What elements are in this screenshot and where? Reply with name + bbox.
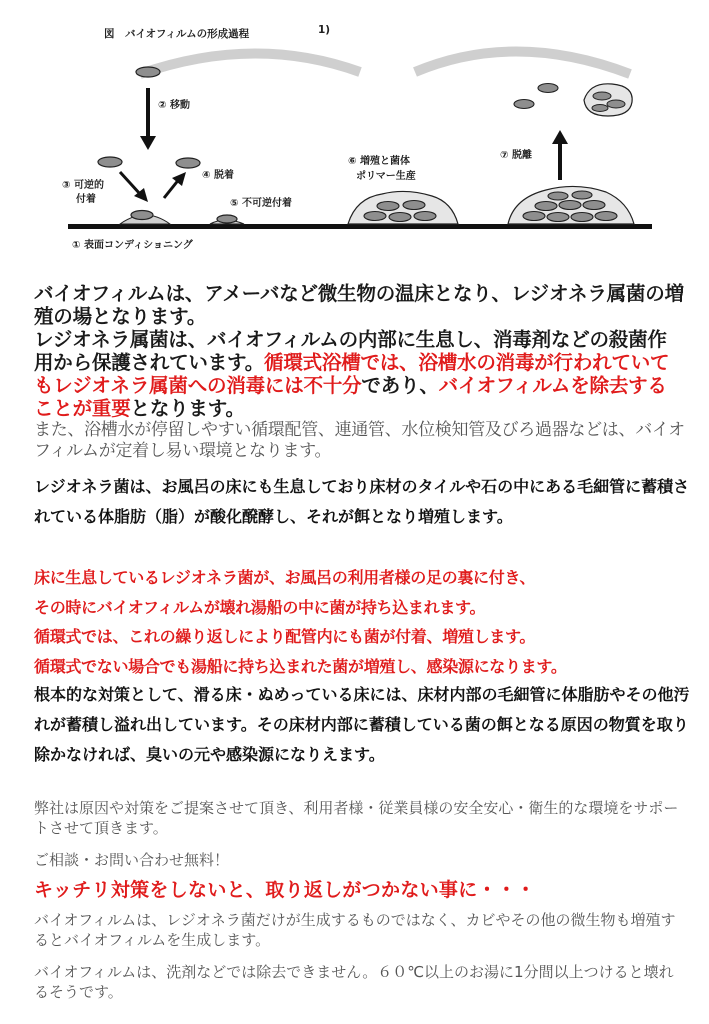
bacterium	[538, 84, 558, 93]
p1-d: であり、	[361, 374, 439, 397]
bacterium	[514, 100, 534, 109]
biofilm-explanation	[34, 282, 685, 420]
p1-c-highlight: 循環式浴槽では、浴槽水の消毒が行われていてもレジオネラ属菌への消毒には不十分	[34, 351, 670, 397]
countermeasure-paragraph: 根本的な対策として、滑る床・ぬめっている床には、床材内部の毛細管に体脂肪やその他汚れが蓄積し溢れ出しています。その床材内部に蓄積している菌の餌となる原因の物質を取り除かなければ、臭いの元や感染源になりえます。	[34, 685, 690, 764]
bacterium	[559, 201, 581, 210]
label-release: ⑦ 脱離	[500, 150, 532, 161]
bacterium	[523, 212, 545, 221]
p1-a: バイオフィルムは、アメーバなど微生物の温床となり、レジオネラ属菌の増殖の場となります。	[34, 282, 684, 328]
bacterium	[176, 158, 200, 168]
p1-f: となります。	[130, 397, 245, 420]
label-reversible-1: ③ 可逆的	[62, 180, 104, 191]
bacterium	[403, 201, 425, 210]
bacterium	[571, 213, 593, 222]
figure-title-superscript: 1)	[318, 24, 331, 36]
bacterium	[98, 157, 122, 167]
bacterium	[572, 191, 592, 199]
release-arrow-head	[552, 130, 568, 144]
company-support-text: 弊社は原因や対策をご提案させて頂き、利用者様・従業員様の安全安心・衛生的な環境をサポートさせて頂きます。	[34, 799, 679, 837]
background-arc-left	[140, 53, 360, 74]
biofilm-removal-note: バイオフィルムは、洗剤などでは除去できません。６０℃以上のお湯に1分間以上つけると壊れるそうです。	[34, 963, 674, 1001]
bacterium	[548, 192, 568, 200]
bacterium	[592, 105, 608, 112]
red-line-4: 循環式でない場合でも湯船に持ち込まれた菌が増殖し、感染源になります。	[34, 656, 567, 676]
label-growth-1: ⑥ 増殖と菌体	[348, 156, 410, 167]
attach-arrow	[120, 172, 140, 194]
bacterium	[595, 212, 617, 221]
label-growth-2: ポリマー生産	[356, 171, 416, 182]
bacterium	[583, 201, 605, 210]
bacterium	[593, 92, 611, 100]
free-consultation-text: ご相談・お問い合わせ無料！	[34, 851, 230, 869]
red-line-3: 循環式では、これの繰り返しにより配管内にも菌が付着、増殖します。	[34, 627, 536, 646]
red-line-2: その時にバイオフィルムが壊れ湯船の中に菌が持ち込まれます。	[34, 597, 486, 617]
bacterium	[389, 213, 411, 222]
p1-e-highlight: バイオフィルムを除去することが重要	[34, 374, 667, 420]
bacterium	[377, 202, 399, 211]
released-cluster	[584, 84, 632, 116]
biofilm-other-microbes-note: バイオフィルムは、レジオネラ菌だけが生成するものではなく、カビやその他の微生物も増殖するとバイオフィルムを生成します。	[34, 911, 676, 949]
label-surface: ① 表面コンディショニング	[72, 240, 193, 251]
legionella-floor-paragraph: レジオネラ菌は、お風呂の床にも生息しており床材のタイルや石の中にある毛細管に蓄積されている体脂肪（脂）が酸化醗酵し、それが餌となり増殖します。	[34, 477, 690, 526]
label-reversible-2: 付着	[76, 194, 96, 205]
label-detach: ④ 脱着	[202, 170, 234, 181]
biofilm-formation-figure	[60, 12, 660, 270]
background-arc-right	[415, 51, 630, 74]
bacterium	[607, 100, 625, 108]
bacterium	[414, 212, 436, 221]
pipe-environment-note: また、浴槽水が停留しやすい循環配管、連通管、水位検知管及びろ過器などは、バイオフィルムが定着し易い環境となります。	[34, 420, 685, 461]
label-move: ② 移動	[158, 100, 190, 111]
figure-title: 図 バイオフィルムの形成過程	[104, 28, 250, 40]
bacterium	[535, 202, 557, 211]
bacterium	[547, 213, 569, 222]
red-line-1: 床に生息しているレジオネラ菌が、お風呂の利用者様の足の裏に付き、	[34, 568, 536, 587]
red-warning-block	[34, 563, 705, 681]
bacterium	[136, 67, 160, 77]
move-arrow-head	[140, 136, 156, 150]
p1-b: レジオネラ属菌は、バイオフィルムの内部に生息し、消毒剤などの殺菌作用から保護されています。	[34, 328, 667, 374]
surface-line	[68, 224, 652, 229]
label-irreversible: ⑤ 不可逆付着	[230, 198, 292, 209]
bacterium	[131, 211, 153, 220]
warning-headline: キッチリ対策をしないと、取り返しがつかない事に・・・	[34, 879, 536, 901]
bacterium	[364, 212, 386, 221]
bacterium	[217, 215, 237, 223]
